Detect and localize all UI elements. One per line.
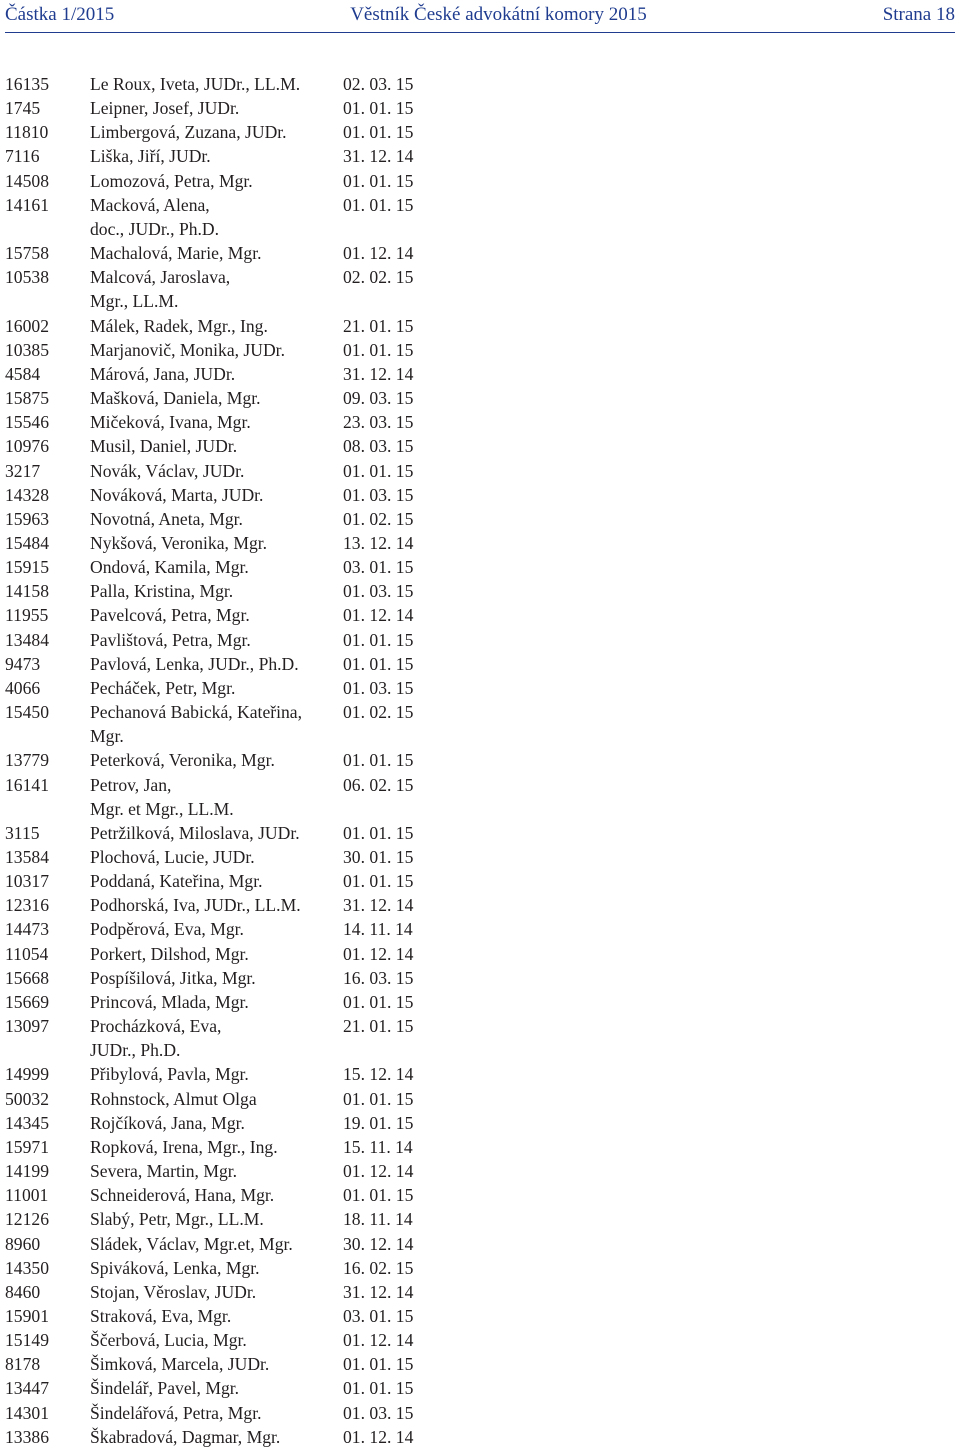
member-name-line: Málek, Radek, Mgr., Ing. — [90, 315, 268, 336]
member-name — [90, 555, 343, 579]
entry-date: 23. 03. 15 — [343, 412, 414, 433]
member-name — [90, 265, 343, 313]
list-item — [5, 410, 465, 434]
member-name-line: Palla, Kristina, Mgr. — [90, 581, 234, 602]
entry-date: 01. 01. 15 — [343, 629, 414, 650]
registration-number: 14999 — [5, 1064, 49, 1085]
member-name — [90, 120, 343, 144]
list-item — [5, 1183, 465, 1207]
entry-date: 01. 03. 15 — [343, 581, 414, 602]
member-name-line: Limbergová, Zuzana, JUDr. — [90, 122, 287, 143]
member-name-line: Machalová, Marie, Mgr. — [90, 243, 262, 264]
registration-number: 10538 — [5, 267, 49, 288]
member-name-line: Sládek, Václav, Mgr.et, Mgr. — [90, 1233, 293, 1254]
entry-date: 19. 01. 15 — [343, 1112, 414, 1133]
entry-date: 16. 03. 15 — [343, 967, 414, 988]
member-name — [90, 1232, 343, 1256]
list-item — [5, 1111, 465, 1135]
member-name-line: Pavlištová, Petra, Mgr. — [90, 629, 251, 650]
list-item — [5, 1159, 465, 1183]
member-name-line: Přibylová, Pavla, Mgr. — [90, 1064, 249, 1085]
registration-number: 15484 — [5, 532, 49, 553]
entry-date: 01. 02. 15 — [343, 702, 414, 723]
member-name-line: Mičeková, Ivana, Mgr. — [90, 412, 251, 433]
member-name — [90, 1425, 343, 1449]
member-name-line: Mašková, Daniela, Mgr. — [90, 388, 261, 409]
registration-number: 15875 — [5, 388, 49, 409]
entry-date: 03. 01. 15 — [343, 557, 414, 578]
entry-date: 03. 01. 15 — [343, 1305, 414, 1326]
member-name — [90, 652, 343, 676]
member-name-line: Severa, Martin, Mgr. — [90, 1161, 238, 1182]
entry-date: 01. 01. 15 — [343, 339, 414, 360]
list-item — [5, 652, 465, 676]
member-name-line: Petržilková, Miloslava, JUDr. — [90, 822, 300, 843]
list-item — [5, 700, 465, 748]
member-name — [90, 386, 343, 410]
member-name-line: Marjanovič, Monika, JUDr. — [90, 339, 285, 360]
list-item — [5, 1087, 465, 1111]
list-item — [5, 1425, 465, 1449]
list-item — [5, 144, 465, 168]
list-item — [5, 193, 465, 241]
entry-date: 30. 01. 15 — [343, 847, 414, 867]
member-list — [5, 72, 465, 1449]
member-name — [90, 603, 343, 627]
registration-number: 13484 — [5, 629, 49, 650]
registration-number: 15971 — [5, 1136, 49, 1157]
member-name — [90, 1159, 343, 1183]
member-name-line: Porkert, Dilshod, Mgr. — [90, 943, 249, 964]
registration-number: 15546 — [5, 412, 49, 433]
entry-date: 14. 11. 14 — [343, 919, 413, 940]
entry-date: 16. 02. 15 — [343, 1257, 414, 1278]
entry-date: 01. 12. 14 — [343, 1426, 414, 1447]
list-item — [5, 1062, 465, 1086]
registration-number: 12126 — [5, 1209, 49, 1230]
registration-number: 13779 — [5, 750, 49, 771]
registration-number: 10317 — [5, 871, 49, 892]
member-name — [90, 1183, 343, 1207]
registration-number: 15915 — [5, 557, 49, 578]
registration-number: 14199 — [5, 1161, 49, 1182]
member-name-line: Lomozová, Petra, Mgr. — [90, 170, 253, 191]
registration-number: 16141 — [5, 774, 49, 795]
registration-number: 8460 — [5, 1281, 41, 1302]
entry-date: 01. 12. 14 — [343, 1330, 414, 1351]
registration-number: 4584 — [5, 363, 41, 384]
member-name-line: Procházková, Eva, — [90, 1016, 222, 1037]
entry-date: 01. 01. 15 — [343, 194, 414, 215]
member-name — [90, 1256, 343, 1280]
member-name-line: Petrov, Jan, — [90, 774, 172, 795]
member-name-line: Poddaná, Kateřina, Mgr. — [90, 871, 263, 892]
member-name — [90, 1328, 343, 1352]
registration-number: 13386 — [5, 1426, 49, 1447]
list-item — [5, 869, 465, 893]
member-name — [90, 459, 343, 483]
member-name-line: Pavelcová, Petra, Mgr. — [90, 605, 250, 626]
entry-date: 01. 03. 15 — [343, 1402, 414, 1423]
registration-number: 13584 — [5, 847, 49, 867]
entry-date: 01. 12. 14 — [343, 1161, 414, 1182]
entry-date: 01. 01. 15 — [343, 653, 414, 674]
registration-number: 15963 — [5, 508, 49, 529]
entry-date: 21. 01. 15 — [343, 315, 414, 336]
entry-date: 01. 03. 15 — [343, 677, 414, 698]
registration-number: 1745 — [5, 98, 41, 119]
member-title-line: Mgr. — [90, 726, 124, 747]
entry-date: 01. 01. 15 — [343, 1185, 414, 1206]
member-name-line: Rojčíková, Jana, Mgr. — [90, 1112, 245, 1133]
registration-number: 13447 — [5, 1378, 49, 1399]
member-name — [90, 1207, 343, 1231]
member-name — [90, 1280, 343, 1304]
member-name-line: Novák, Václav, JUDr. — [90, 460, 245, 481]
member-name-line: Ščerbová, Lucia, Mgr. — [90, 1330, 247, 1351]
publication-title: Věstník České advokátní komory 2015 — [350, 4, 647, 25]
registration-number: 9473 — [5, 653, 41, 674]
member-name-line: Musil, Daniel, JUDr. — [90, 436, 238, 457]
registration-number: 14328 — [5, 484, 49, 505]
entry-date: 01. 01. 15 — [343, 750, 414, 771]
registration-number: 3217 — [5, 460, 41, 481]
list-item — [5, 1207, 465, 1231]
member-name — [90, 579, 343, 603]
member-name-line: Márová, Jana, JUDr. — [90, 363, 236, 384]
registration-number: 14161 — [5, 194, 49, 215]
member-title-line: doc., JUDr., Ph.D. — [90, 218, 220, 239]
entry-date: 02. 02. 15 — [343, 267, 414, 288]
registration-number: 8960 — [5, 1233, 41, 1254]
member-name — [90, 676, 343, 700]
member-name-line: Šindelář, Pavel, Mgr. — [90, 1378, 240, 1399]
member-title-line: JUDr., Ph.D. — [90, 1040, 181, 1061]
member-name-line: Pavlová, Lenka, JUDr., Ph.D. — [90, 653, 299, 674]
member-name — [90, 1135, 343, 1159]
list-item — [5, 845, 465, 869]
member-name-line: Le Roux, Iveta, JUDr., LL.M. — [90, 74, 301, 94]
member-name — [90, 1014, 343, 1062]
registration-number: 14508 — [5, 170, 49, 191]
registration-number: 14473 — [5, 919, 49, 940]
registration-number: 14158 — [5, 581, 49, 602]
entry-date: 18. 11. 14 — [343, 1209, 413, 1230]
list-item — [5, 1328, 465, 1352]
list-item — [5, 579, 465, 603]
member-name — [90, 362, 343, 386]
list-item — [5, 1304, 465, 1328]
registration-number: 15758 — [5, 243, 49, 264]
entry-date: 01. 01. 15 — [343, 1088, 414, 1109]
member-name — [90, 1352, 343, 1376]
member-name — [90, 821, 343, 845]
member-name-line: Schneiderová, Hana, Mgr. — [90, 1185, 275, 1206]
member-name-line: Straková, Eva, Mgr. — [90, 1305, 232, 1326]
registration-number: 15668 — [5, 967, 49, 988]
entry-date: 01. 01. 15 — [343, 122, 414, 143]
page-header — [5, 0, 955, 30]
entry-date: 31. 12. 14 — [343, 1281, 414, 1302]
member-name-line: Princová, Mlada, Mgr. — [90, 991, 249, 1012]
registration-number: 7116 — [5, 146, 40, 167]
member-name — [90, 410, 343, 434]
list-item — [5, 773, 465, 821]
member-name-line: Podpěrová, Eva, Mgr. — [90, 919, 244, 940]
registration-number: 10976 — [5, 436, 49, 457]
entry-date: 01. 12. 14 — [343, 605, 414, 626]
member-name-line: Spiváková, Lenka, Mgr. — [90, 1257, 260, 1278]
list-item — [5, 1256, 465, 1280]
member-title-line: Mgr., LL.M. — [90, 291, 179, 312]
member-name-line: Ondová, Kamila, Mgr. — [90, 557, 249, 578]
member-name-line: Pospíšilová, Jitka, Mgr. — [90, 967, 256, 988]
list-item — [5, 434, 465, 458]
registration-number: 15149 — [5, 1330, 49, 1351]
member-name — [90, 845, 343, 869]
member-name — [90, 144, 343, 168]
member-name — [90, 338, 343, 362]
list-item — [5, 72, 465, 96]
entry-date: 01. 02. 15 — [343, 508, 414, 529]
member-name-line: Slabý, Petr, Mgr., LL.M. — [90, 1209, 264, 1230]
list-item — [5, 483, 465, 507]
member-name-line: Malcová, Jaroslava, — [90, 267, 231, 288]
registration-number: 15669 — [5, 991, 49, 1012]
registration-number: 14301 — [5, 1402, 49, 1423]
registration-number: 4066 — [5, 677, 41, 698]
registration-number: 13097 — [5, 1016, 49, 1037]
member-name-line: Nykšová, Veronika, Mgr. — [90, 532, 268, 553]
entry-date: 31. 12. 14 — [343, 146, 414, 167]
list-item — [5, 748, 465, 772]
list-item — [5, 1014, 465, 1062]
registration-number: 16135 — [5, 74, 49, 94]
issue-number: Částka 1/2015 — [5, 4, 115, 25]
list-item — [5, 1401, 465, 1425]
list-item — [5, 362, 465, 386]
list-item — [5, 917, 465, 941]
entry-date: 01. 01. 15 — [343, 1378, 414, 1399]
list-item — [5, 96, 465, 120]
registration-number: 8178 — [5, 1354, 41, 1375]
member-name-line: Rohnstock, Almut Olga — [90, 1088, 257, 1109]
entry-date: 01. 01. 15 — [343, 822, 414, 843]
entry-date: 31. 12. 14 — [343, 895, 414, 916]
list-item — [5, 531, 465, 555]
entry-date: 01. 12. 14 — [343, 243, 414, 264]
member-name — [90, 748, 343, 772]
member-name-line: Ropková, Irena, Mgr., Ing. — [90, 1136, 278, 1157]
registration-number: 12316 — [5, 895, 49, 916]
registration-number: 50032 — [5, 1088, 49, 1109]
entry-date: 13. 12. 14 — [343, 532, 414, 553]
registration-number: 15901 — [5, 1305, 49, 1326]
member-name — [90, 700, 343, 748]
list-item — [5, 1135, 465, 1159]
list-item — [5, 942, 465, 966]
list-item — [5, 386, 465, 410]
member-name — [90, 1376, 343, 1400]
entry-date: 01. 01. 15 — [343, 1354, 414, 1375]
registration-number: 15450 — [5, 702, 49, 723]
member-name-line: Šimková, Marcela, JUDr. — [90, 1354, 270, 1375]
list-item — [5, 120, 465, 144]
registration-number: 11001 — [5, 1185, 49, 1206]
list-item — [5, 628, 465, 652]
list-item — [5, 459, 465, 483]
entry-date: 01. 03. 15 — [343, 484, 414, 505]
member-name — [90, 1304, 343, 1328]
member-name-line: Škabradová, Dagmar, Mgr. — [90, 1426, 281, 1447]
member-name — [90, 990, 343, 1014]
member-name — [90, 169, 343, 193]
member-name — [90, 1111, 343, 1135]
member-name — [90, 193, 343, 241]
list-item — [5, 1376, 465, 1400]
member-name — [90, 72, 343, 96]
member-name — [90, 628, 343, 652]
member-name — [90, 917, 343, 941]
member-name-line: Pecháček, Petr, Mgr. — [90, 677, 236, 698]
member-name — [90, 942, 343, 966]
member-name-line: Šindelářová, Petra, Mgr. — [90, 1402, 262, 1423]
member-name — [90, 483, 343, 507]
list-item — [5, 966, 465, 990]
entry-date: 21. 01. 15 — [343, 1016, 414, 1037]
entry-date: 30. 12. 14 — [343, 1233, 414, 1254]
member-name-line: Stojan, Věroslav, JUDr. — [90, 1281, 257, 1302]
list-item — [5, 1352, 465, 1376]
member-name-line: Plochová, Lucie, JUDr. — [90, 847, 255, 867]
header-rule — [5, 32, 955, 33]
entry-date: 15. 12. 14 — [343, 1064, 414, 1085]
registration-number: 14350 — [5, 1257, 49, 1278]
entry-date: 01. 01. 15 — [343, 98, 414, 119]
list-item — [5, 169, 465, 193]
registration-number: 14345 — [5, 1112, 49, 1133]
member-name-line: Liška, Jiří, JUDr. — [90, 146, 211, 167]
registration-number: 16002 — [5, 315, 49, 336]
registration-number: 11054 — [5, 943, 49, 964]
entry-date: 15. 11. 14 — [343, 1136, 413, 1157]
entry-date: 01. 01. 15 — [343, 991, 414, 1012]
page-number: Strana 18 — [882, 4, 955, 25]
entry-date: 01. 01. 15 — [343, 170, 414, 191]
list-item — [5, 241, 465, 265]
entry-date: 06. 02. 15 — [343, 774, 414, 795]
member-name — [90, 1087, 343, 1111]
list-item — [5, 821, 465, 845]
entry-date: 01. 01. 15 — [343, 871, 414, 892]
list-item — [5, 1232, 465, 1256]
member-name-line: Pechanová Babická, Kateřina, — [90, 702, 303, 723]
entry-date: 02. 03. 15 — [343, 74, 414, 94]
entry-date: 31. 12. 14 — [343, 363, 414, 384]
list-item — [5, 507, 465, 531]
member-name-line: Peterková, Veronika, Mgr. — [90, 750, 275, 771]
member-name — [90, 1401, 343, 1425]
entry-date: 01. 01. 15 — [343, 460, 414, 481]
list-item — [5, 265, 465, 313]
member-name-line: Leipner, Josef, JUDr. — [90, 98, 240, 119]
list-item — [5, 338, 465, 362]
member-name — [90, 241, 343, 265]
entry-date: 08. 03. 15 — [343, 436, 414, 457]
member-name — [90, 434, 343, 458]
entry-date: 01. 12. 14 — [343, 943, 414, 964]
member-name — [90, 507, 343, 531]
list-item — [5, 603, 465, 627]
member-name — [90, 531, 343, 555]
registration-number: 11810 — [5, 122, 49, 143]
member-name-line: Podhorská, Iva, JUDr., LL.M. — [90, 895, 301, 916]
list-item — [5, 314, 465, 338]
registration-number: 10385 — [5, 339, 49, 360]
list-item — [5, 676, 465, 700]
member-name — [90, 96, 343, 120]
member-name — [90, 314, 343, 338]
list-item — [5, 1280, 465, 1304]
member-name — [90, 1062, 343, 1086]
member-name-line: Novotná, Aneta, Mgr. — [90, 508, 243, 529]
list-item — [5, 555, 465, 579]
member-name — [90, 966, 343, 990]
member-name-line: Nováková, Marta, JUDr. — [90, 484, 264, 505]
list-item — [5, 893, 465, 917]
entry-date: 09. 03. 15 — [343, 388, 414, 409]
list-item — [5, 990, 465, 1014]
registration-number: 3115 — [5, 822, 40, 843]
registration-number: 11955 — [5, 605, 49, 626]
member-title-line: Mgr. et Mgr., LL.M. — [90, 798, 234, 819]
member-name — [90, 893, 343, 917]
member-name — [90, 869, 343, 893]
member-name-line: Macková, Alena, — [90, 194, 210, 215]
member-name — [90, 773, 343, 821]
